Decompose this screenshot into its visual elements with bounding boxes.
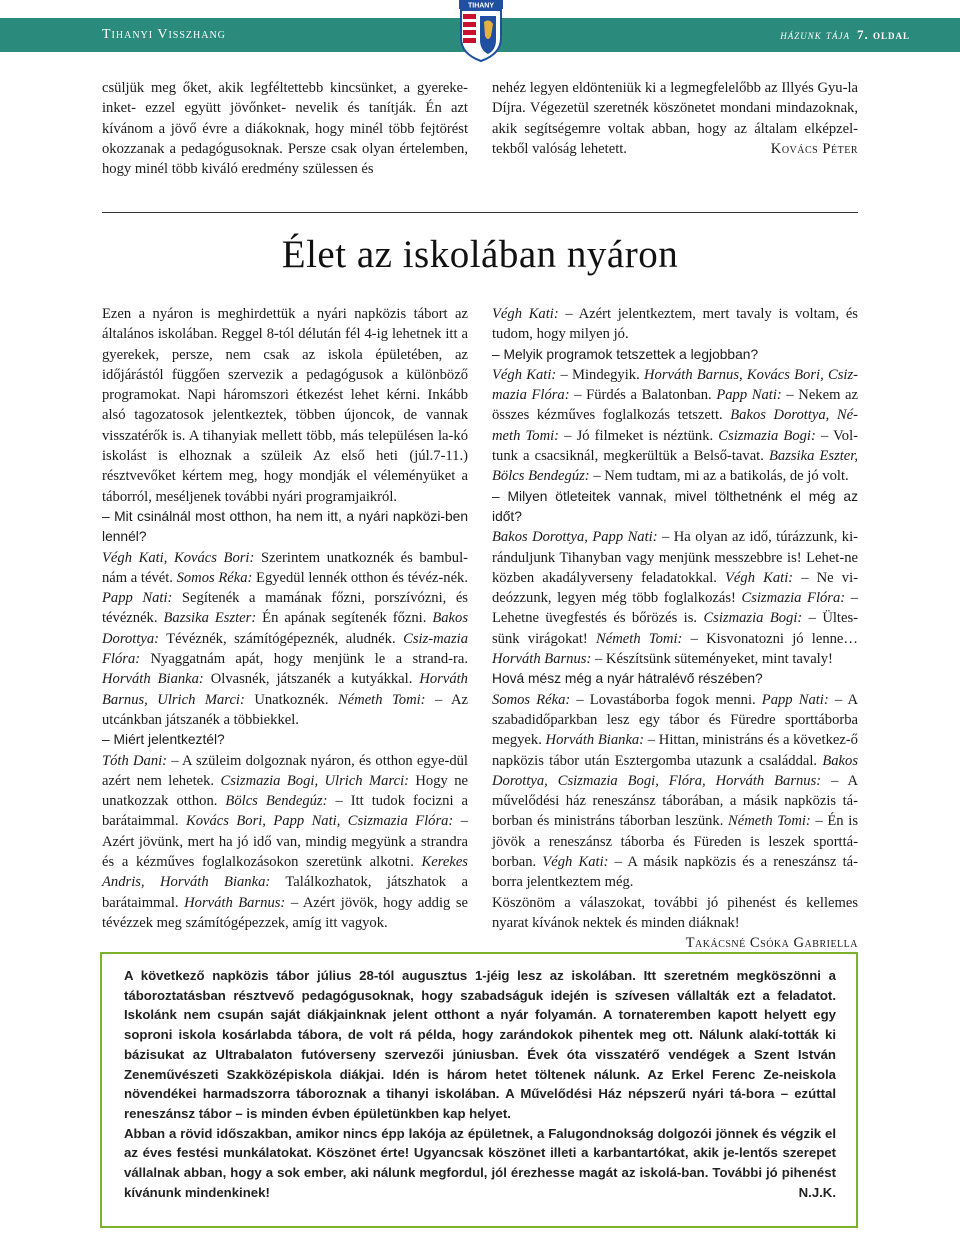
section-name: házunk tája xyxy=(780,27,850,42)
speaker-answer: – Kisvonatozni jó lenne… xyxy=(682,630,858,647)
page-header xyxy=(0,0,960,62)
answers-4 xyxy=(492,527,858,669)
notice-paragraph-2 xyxy=(124,1124,836,1203)
section-divider xyxy=(102,212,858,213)
speaker-name: Bazsika Eszter, Bölcs Bendegúz: xyxy=(492,448,858,485)
speaker-name: Bakos Dorottya: xyxy=(102,610,468,647)
speaker-answer: Egyedül lennék otthon és tévéz-nék. xyxy=(252,569,468,586)
speaker-name: Végh Kati: xyxy=(492,366,557,383)
speaker-answer: – Azért jövök, hogy addig se tévézzek meg számítógépezzek, amíg itt vagyok. xyxy=(102,894,468,931)
top-left-column xyxy=(102,78,468,179)
speaker-name: Somos Réka: xyxy=(176,569,253,586)
speaker-answer: Unatkoznék. xyxy=(244,691,338,708)
answers-2 xyxy=(102,751,468,934)
article-title: Élet az iskolában nyáron xyxy=(281,233,679,276)
top-right-signature: Kovács Péter xyxy=(770,140,858,157)
speaker-name: Németh Tomi: xyxy=(728,813,811,830)
speaker-name: Németh Tomi: xyxy=(337,691,426,708)
question-2: – Miért jelentkeztél? xyxy=(102,732,225,748)
speaker-name: Horváth Bianka: xyxy=(545,732,645,749)
speaker-answer: – A másik napközis és a reneszánsz tá-borra jelentkeztem még. xyxy=(492,854,858,891)
article-signature: Takácsné Csóka Gabriella xyxy=(685,935,858,952)
speaker-name: Kerekes Andris, Horváth Bianka: xyxy=(102,854,468,891)
publication-title: Tihanyi Visszhang xyxy=(102,27,226,42)
top-right-text: nehéz legyen eldönteniük ki a legmegfelelőbb az Illyés Gyu-la Díjra. Végezetül szeretnék köszönetet mondani mindazoknak, akik segítségemre voltak abban, hogy az általam elképzel-tekből valóság lehetett. xyxy=(492,80,858,157)
speaker-name: Bazsika Eszter: xyxy=(163,610,257,627)
tihany-crest-icon xyxy=(456,0,506,62)
speaker-answer: Én apának segítenék főzni. xyxy=(256,610,433,627)
speaker-name: Csiz-mazia Flóra: xyxy=(102,630,468,668)
speaker-name: Bakos Dorottya, Papp Nati: xyxy=(492,529,658,546)
speaker-answer: Hogy ne unatkozzak otthon. xyxy=(102,772,468,810)
top-right-column xyxy=(492,78,858,159)
speaker-answer: Segítenék a mamának főzni, porszívózni, és tévéznék. xyxy=(102,590,468,627)
speaker-name: Somos Réka: xyxy=(492,691,571,708)
speaker-name: Kovács Bori, Papp Nati, Csizmazia Flóra: xyxy=(186,813,454,830)
speaker-answer: – Azért jelentkeztem, mert tavaly is voltam, és tudom, hogy milyen jó. xyxy=(492,306,858,343)
speaker-answer: Nyaggatnám apát, hogy menjünk le a strand-ra. xyxy=(140,651,468,668)
speaker-name: Horváth Barnus: xyxy=(492,651,592,668)
speaker-answer: – Lehetne üvegfestés és bőrözés is. xyxy=(492,590,859,627)
speaker-answer: – Ültes-sünk virágokat! xyxy=(492,610,858,647)
speaker-name: Horváth Bianka: xyxy=(102,671,204,688)
speaker-answer: – Jó filmeket is néztünk. xyxy=(559,427,719,444)
speaker-answer: – Ne vi-deózzunk, legyen még több foglalkozás! xyxy=(492,569,858,607)
article-left-column xyxy=(102,304,468,933)
speaker-answer: – A művelődési ház reneszánsz táborában, a másik napközis tá-borban és ministráns táborban leszünk. xyxy=(492,772,859,830)
speaker-answer: – Ha olyan az idő, túrázzunk, ki-ránduljunk Tihanyban vagy menjünk messzebbre is! Lehet-ne közben akadályverseny feladatokkal. xyxy=(492,529,859,586)
speaker-name: Bakos Dorottya, Né-meth Tomi: xyxy=(492,407,858,444)
speaker-name: Papp Nati: xyxy=(102,590,173,607)
speaker-answer: Szerintem unatkoznék és bambul-nám a tévét. xyxy=(102,549,468,586)
closing-text: Köszönöm a válaszokat, további jó pihenést és kellemes nyarat kívánok nektek és minden diáknak! xyxy=(492,894,858,931)
speaker-name: Csizmazia Bogi: xyxy=(703,610,803,627)
article-intro: Ezen a nyáron is meghirdettük a nyári napközis tábort az általános iskolában. Reggel 8-tól délután fél 4-ig lehetnek itt a gyerekek, persze, nem csak az iskola épületében, az időjárástól függően szervezik a pedagógusok a különböző programokat. Napi háromszori étkezést lehet kérni. Inkább alsó tagozatosok jelentkeztek, többen újoncok, de vannak visszatérők is. A tihanyiak mellett több, más településen la-kó iskolást is elhoznak a szüleik Az első heti (júl.7-11.) résztvevőket kértem meg, hogy mondják el véleményüket a táborról, meséljenek további nyári programjaikról. xyxy=(102,306,468,505)
speaker-name: Horváth Barnus: xyxy=(184,894,286,911)
question-4: – Milyen ötleteitek vannak, mivel tölthetnénk el még az időt? xyxy=(492,488,858,524)
question-1: – Mit csinálnál most otthon, ha nem itt, a nyári napközi-ben lennél? xyxy=(102,508,468,545)
speaker-answer: – Vol-tunk a csacsiknál, megkerültük a Belső-tavat. xyxy=(492,427,859,465)
speaker-answer: – A szabadidőparkban lesz egy tábor és Füredre sporttáborba megyek. xyxy=(492,691,858,749)
speaker-name: Végh Kati: xyxy=(492,306,559,322)
speaker-name: Bakos Dorottya, Csizmazia Bogi, Flóra, Horváth Barnus: xyxy=(492,752,858,789)
speaker-name: Németh Tomi: xyxy=(596,630,683,647)
speaker-answer: Találkozhatok, játszhatok a barátaimmal. xyxy=(102,874,468,911)
speaker-answer: – Fürdés a Balatonban. xyxy=(569,387,717,404)
speaker-name: Végh Kati: xyxy=(542,854,609,871)
answers-3 xyxy=(492,365,858,487)
speaker-name: Papp Nati: xyxy=(761,691,829,708)
question-3: – Melyik programok tetszettek a legjobban? xyxy=(492,346,759,362)
speaker-answer: – Mindegyik. xyxy=(556,366,644,383)
speaker-answer: – Nem tudtam, mi az a batikolás, de jó volt. xyxy=(589,468,849,485)
notice-box xyxy=(100,952,858,1228)
speaker-answer: Tévéznék, számítógépeznék, aludnék. xyxy=(159,630,404,647)
speaker-name: Bölcs Bendegúz: xyxy=(225,793,328,810)
speaker-answer: Olvasnék, játszanék a kutyákkal. xyxy=(203,671,420,688)
speaker-name: Csizmazia Bogi: xyxy=(718,427,816,444)
speaker-answer: – Hittan, ministráns és a következ-ő napközis tábor után Esztergomba utazunk a családdal. xyxy=(492,732,858,769)
article-right-column xyxy=(492,304,858,954)
answers-5 xyxy=(492,690,858,893)
speaker-answer: – Itt tudok focizni a barátaimmal. xyxy=(102,793,468,830)
notice-signature: N.J.K. xyxy=(798,1184,836,1200)
notice-paragraph-2-text: Abban a rövid időszakban, amikor nincs épp lakója az épületnek, a Falugondnokság dolgozói jönnek és végzik el az éves festési munkálatokat. Köszönet érte! Ugyancsak köszönet illeti a karbantartókat, akik je-lentős szerepet vállalnak abban, hogy a sok ember, aki nálunk megfordul, jól érezhesse magát az iskolá-ban. További jó pihenést kívánunk mindenkinek! xyxy=(124,1125,836,1200)
speaker-answer: – Én is jövök a reneszánsz táborba és Füreden is leszek sporttá-borban. xyxy=(492,813,858,871)
speaker-answer: – A szüleim dolgoznak nyáron, és otthon egye-dül azért nem lehetek. xyxy=(102,752,468,789)
answers-2-continued xyxy=(492,304,858,345)
speaker-answer: – Készítsünk süteményeket, mint tavaly! xyxy=(591,651,833,668)
question-5: Hová mész még a nyár hátralévő részében? xyxy=(492,671,763,687)
svg-text:TIHANY: TIHANY xyxy=(467,2,495,10)
speaker-name: Tóth Dani: xyxy=(102,752,168,769)
speaker-name: Papp Nati: xyxy=(716,387,782,404)
speaker-name: Végh Kati, Kovács Bori: xyxy=(102,549,255,566)
speaker-answer: – Az utcánkban játszanék a többiekkel. xyxy=(102,691,468,728)
notice-paragraph-1: A következő napközis tábor július 28-tól augusztus 1-jéig lesz az iskolában. Itt szeretném megköszönni a táboroztatásban résztvevő pedagógusoknak, hogy szabadságuk idején is szívesen vállalták ezt a feladatot. Iskolánk nem csupán saját diákjainknak jelent otthont a nyár folyamán. A tornateremben kapott helyett egy soproni iskola kosárlabda tábora, de volt rá példa, hogy zarándokok pihentek meg ott. Nálunk alakí-tották ki bázisukat az Ultrabalaton futóverseny szervezői júniusban. Évek óta visszatérő vendégek a Szent István Zeneművészeti Szakközépiskola diákjai. Idén is három hetet töltenek nálunk. Az Erkel Ferenc Ze-neiskola növendékei harmadszorra táboroznak a tihanyi iskolában. A Művelődési Ház népszerű nyári tá-bora – ezúttal reneszánsz tábor – is minden évben épületünkben kap helyet. xyxy=(124,968,836,1121)
speaker-name: Csizmazia Flóra: xyxy=(741,590,846,607)
speaker-name: Horváth Barnus, Kovács Bori, Csiz-mazia Flóra: xyxy=(492,366,858,404)
speaker-name: Csizmazia Bogi, Ulrich Marci: xyxy=(220,772,409,789)
speaker-answer: – Nekem az összes kézműves foglalkozás tetszett. xyxy=(492,387,859,424)
top-left-text: csüljük meg őket, akik legféltettebb kincsünket, a gyereke-inket- ezzel együtt jövőnket- nevelik és tanítják. Én azt kívánom a jövő évre a diákoknak, hogy minél több fejtörést okozzanak a pedagógusoknak. Persze csak olyan értelemben, hogy minél több kiváló eredmény szülessen és xyxy=(102,80,468,178)
speaker-name: Horváth Barnus, Ulrich Marci: xyxy=(102,671,468,708)
answers-1 xyxy=(102,548,468,731)
page-number: 7. oldal xyxy=(856,27,910,42)
speaker-name: Végh Kati: xyxy=(725,569,794,586)
speaker-answer: – Lovastáborba fogok menni. xyxy=(570,691,762,708)
speaker-answer: – Azért jövünk, mert ha jó idő van, mindig megyünk a strandra és a kézműves foglalkozásokon szeretünk alkotni. xyxy=(102,813,468,871)
